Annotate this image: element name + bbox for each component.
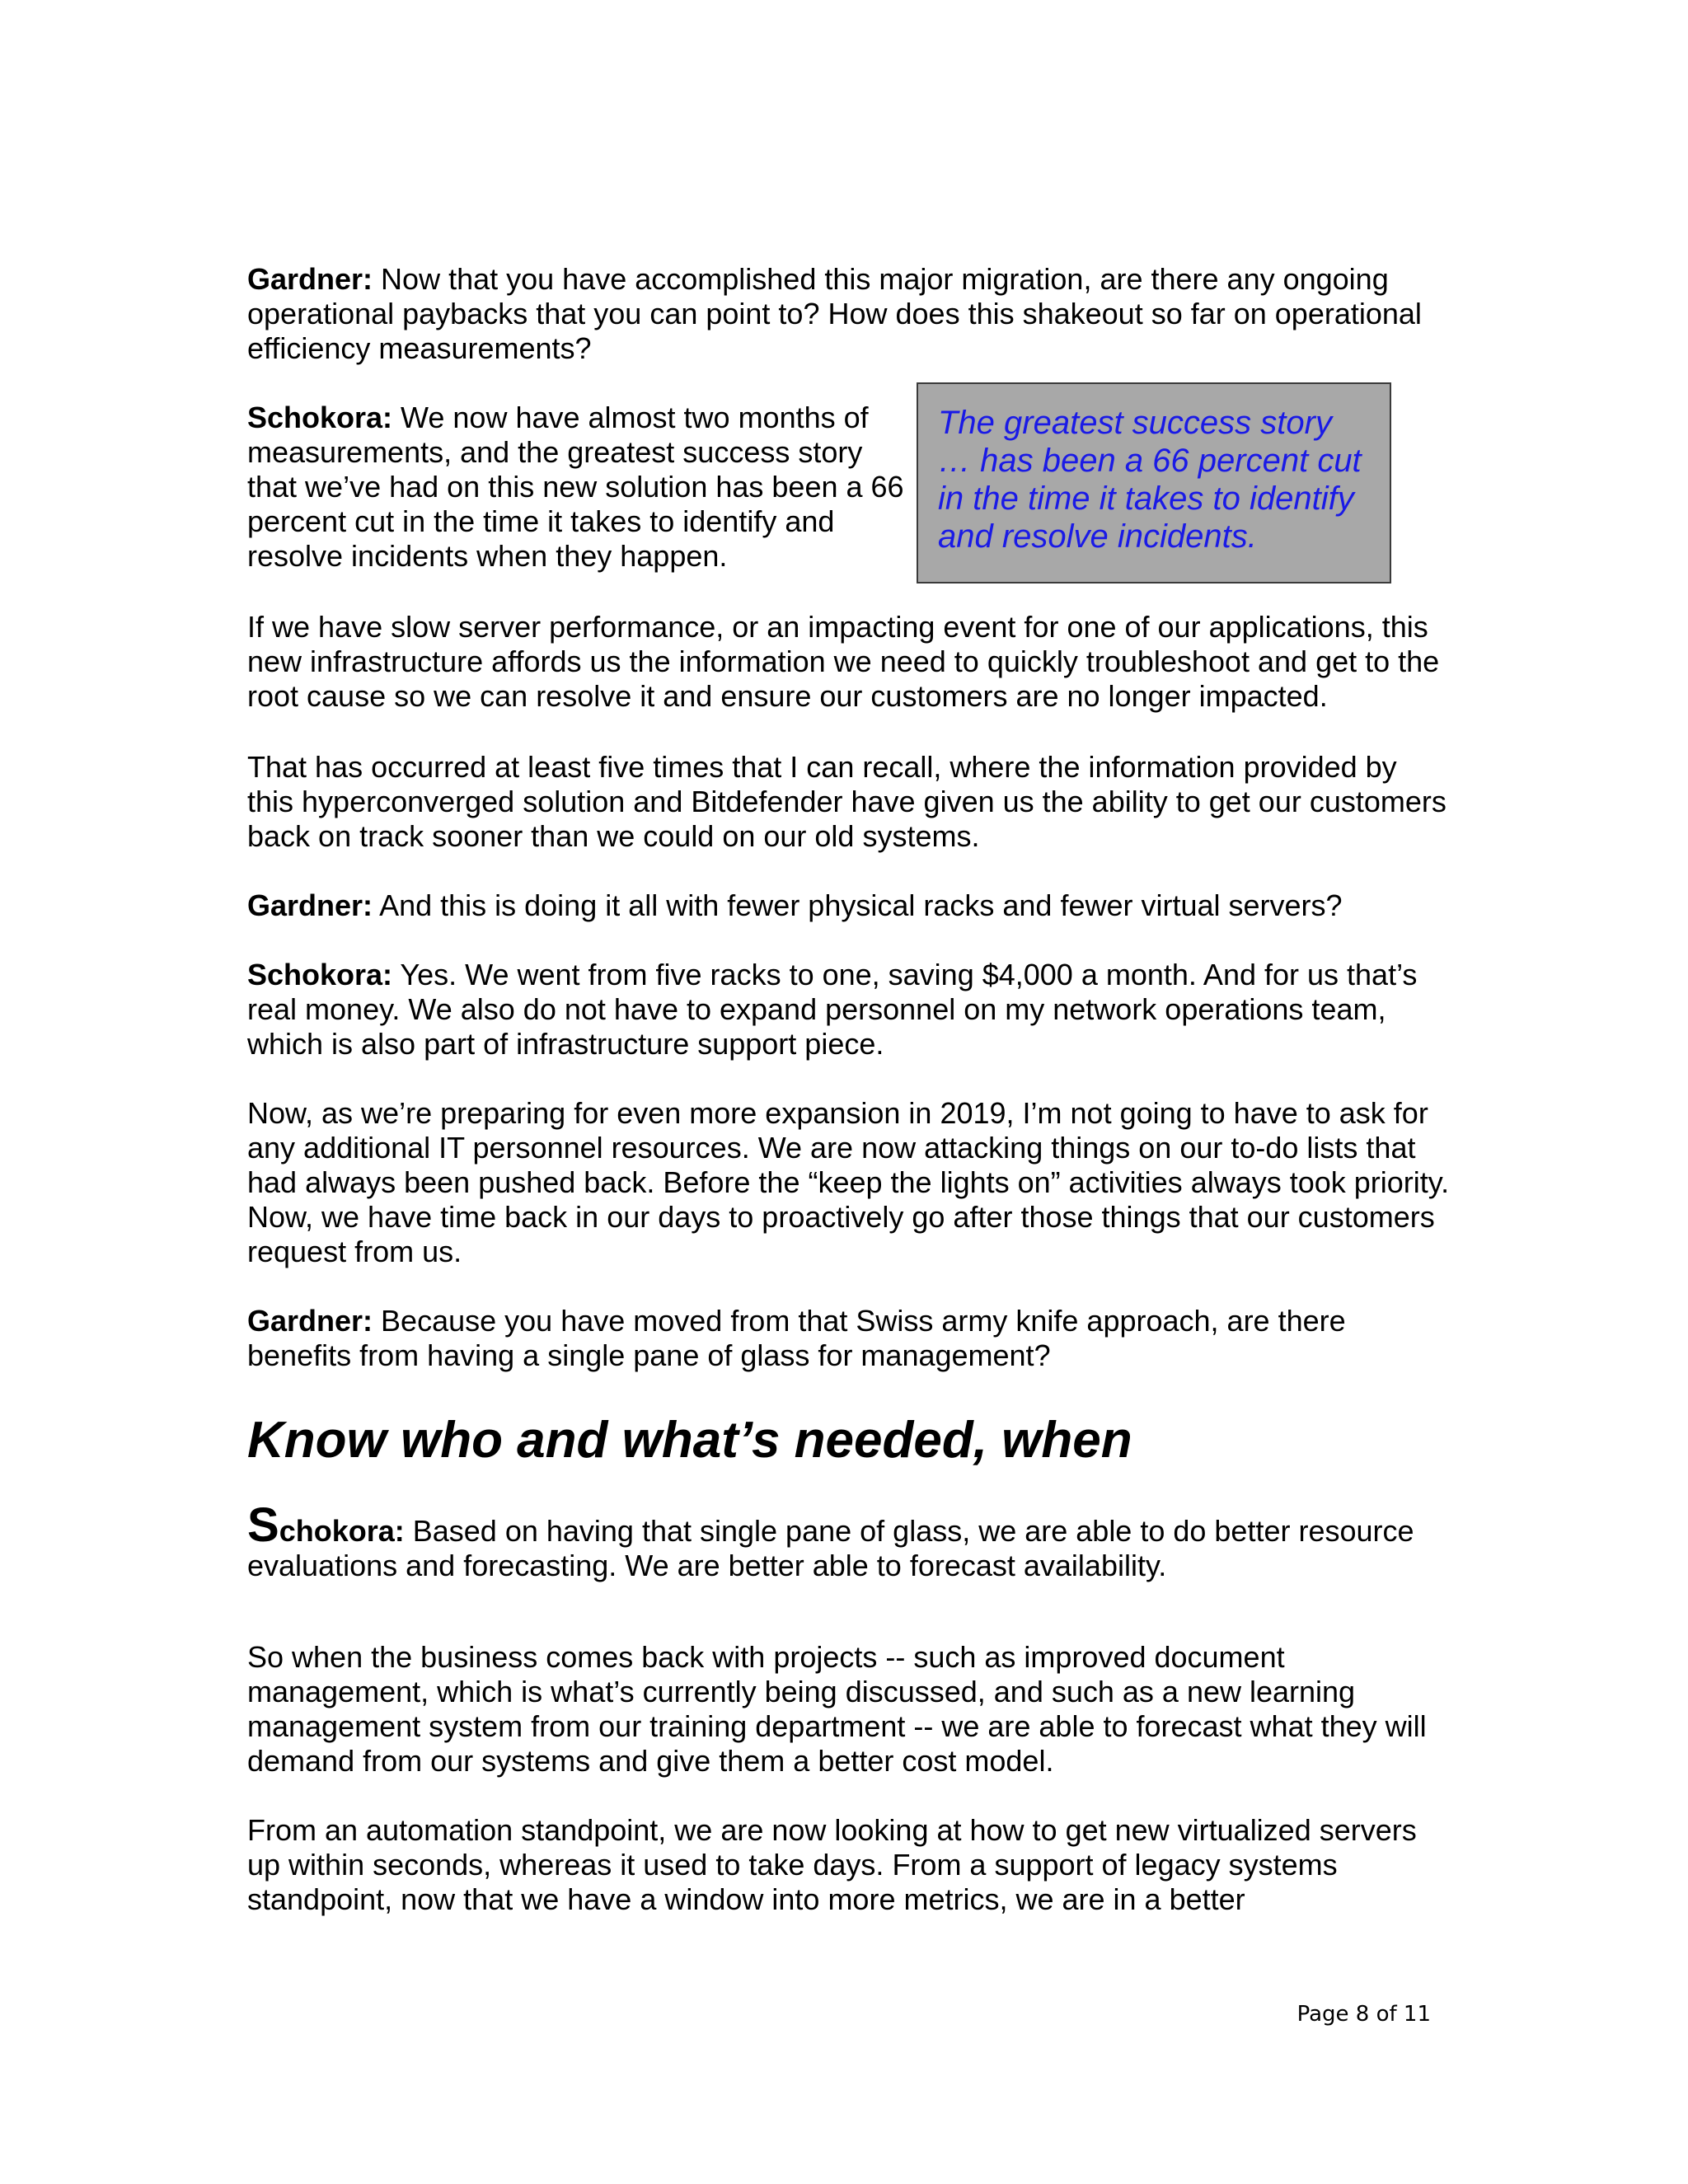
paragraph-schokora-answer-1 [247, 401, 907, 574]
speaker-label: Schokora: [247, 401, 393, 434]
speaker-label: Gardner: [247, 1304, 373, 1338]
speaker-label: Gardner: [247, 888, 373, 922]
paragraph-text: We now have almost two months of measurements, and the greatest success story that we’ve had on this new solution has been a 66 percent cut in the time it takes to identify and resolve incidents when they happen. [247, 401, 904, 573]
paragraph-expansion-2019: Now, as we’re preparing for even more expansion in 2019, I’m not going to have to ask for any additional IT personnel resources. We are now attacking things on our to-do lists that had always been pushed back. Before the “keep the lights on” activities always took priority. Now, we have time back in our days to proactively go after those things that our customers request from us. [247, 1096, 1450, 1268]
paragraph-text: Based on having that single pane of glass, we are able to do better resource evaluations and forecasting. We are better able to forecast availability. [247, 1514, 1414, 1582]
page-number: Page 8 of 11 [1296, 2002, 1431, 2027]
paragraph-schokora-answer-3 [247, 1498, 1451, 1583]
drop-cap: S [247, 1498, 279, 1552]
paragraph-text: Because you have moved from that Swiss army knife approach, are there benefits from having a single pane of glass for management? [247, 1304, 1346, 1372]
paragraph-gardner-question-3 [247, 1304, 1451, 1373]
section-heading: Know who and what’s needed, when [247, 1412, 1132, 1469]
paragraph-text: And this is doing it all with fewer physical racks and fewer virtual servers? [373, 888, 1343, 922]
pull-quote-box [917, 382, 1391, 583]
speaker-label: chokora: [279, 1514, 405, 1548]
paragraph-five-times: That has occurred at least five times that I can recall, where the information provided by this hyperconverged solution and Bitdefender have given us the ability to get our customers back on track sooner than we could on our old systems. [247, 750, 1447, 853]
paragraph-business-projects: So when the business comes back with projects -- such as improved document management, which is what’s currently being discussed, and such as a new learning management system from our training department -- we are able to forecast what they will demand from our systems and give them a better cost model. [247, 1640, 1427, 1778]
paragraph-slow-server: If we have slow server performance, or an impacting event for one of our applications, this new infrastructure affords us the information we need to quickly troubleshoot and get to the root cause so we can resolve it and ensure our customers are no longer impacted. [247, 610, 1440, 713]
paragraph-automation: From an automation standpoint, we are now looking at how to get new virtualized servers up within seconds, whereas it used to take days. From a support of legacy systems standpoint, now that we have a window into more metrics, we are in a better [247, 1813, 1417, 1916]
speaker-label: Gardner: [247, 262, 373, 296]
speaker-label: Schokora: [247, 958, 393, 991]
paragraph-gardner-question-1 [247, 262, 1451, 366]
pull-quote-text: The greatest success story … has been a 66 percent cut in the time it takes to identify and resolve incidents. [938, 405, 1362, 555]
paragraph-text: Yes. We went from five racks to one, saving $4,000 a month. And for us that’s real money. We also do not have to expand personnel on my network operations team, which is also part of infrastructure support piece. [247, 958, 1418, 1061]
paragraph-gardner-question-2 [247, 888, 1451, 923]
paragraph-schokora-answer-2 [247, 958, 1451, 1062]
paragraph-text: Now that you have accomplished this major migration, are there any ongoing operational paybacks that you can point to? How does this shakeout so far on operational efficiency measurements? [247, 262, 1422, 365]
